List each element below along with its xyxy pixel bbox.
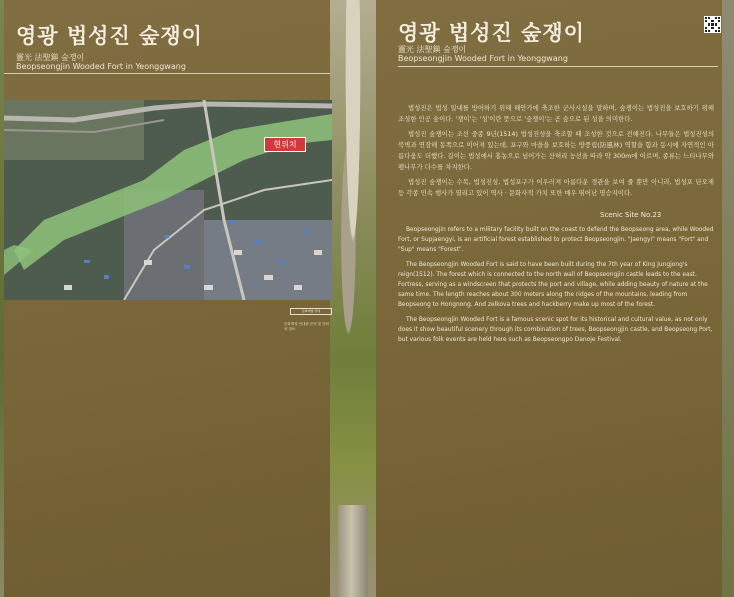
korean-paragraph: 법성진 숲쟁이는 수목, 법성진성, 법성포구가 어우러져 아름다운 경관을 보여 줄 뿐만 아니라, 법성포 단오제 등 각종 민속 행사가 열리고 있어 역사 · 문화사적 가치 또한 매우 뛰어난 명승지이다. <box>398 178 714 197</box>
agency-notice-text: 문화재청 안내판 문의 및 연락처 정보 <box>284 322 330 331</box>
scenic-site-number: Scenic Site No.23 <box>600 211 662 219</box>
korean-paragraph: 법성진 숲쟁이는 조선 중종 9년(1514) 법성진성을 축조할 때 조성한 것으로 전해진다. 나무들은 법성진성의 북벽과 연장해 동쪽으로 이어져 있는데, 포구와 마을을 보호하는 방풍림(防風林) 역할을 함과 동시에 자연적인 아름다움도 더했다. 길이는 법성에서 홍농으로 넘어가는 산허리 능선을 따라 약 300m에 이르며, 종류는 느티나무와 팽나무가 다수를 차지한다. <box>398 130 714 171</box>
stone-post <box>338 505 368 597</box>
location-map <box>4 100 332 300</box>
english-paragraph: The Beopseongjin Wooded Fort is said to have been built during the 7th year of King Jungjong's reign(1512). The forest which is connected to the north wall of Beopseongjin castle leads to the east. Fortress, serving as a windscreen that protects the port and village, while adding beauty of nature at the same time. The length reaches about 300 meters along the ridges of the mountains, leading from Beopseong to Hongnong. And zelkova trees and hackberry make up most of the forest. <box>398 262 708 308</box>
background-foliage-right <box>722 0 734 597</box>
agency-notice-label: 문화재청 안내 <box>290 308 332 315</box>
right-sign-subtitle-english: Beopseongjin Wooded Fort in Yeonggwang <box>398 54 568 63</box>
right-sign-title: 영광 법성진 숲쟁이 <box>398 21 585 45</box>
english-paragraph: The Beopseongjin Wooded Fort is a famous scenic spot for its historical and cultural value, as not only does it show beautiful scenery through its combination of trees, Beopseongjin castle, and Beopseong Port, but various folk events are held here such as Beopseongpo Danoje Festival. <box>398 317 713 343</box>
left-sign-subtitle-hanja: 靈光 法聖鎭 숲쟁이 <box>16 53 85 62</box>
english-description <box>398 226 714 352</box>
left-sign-title: 영광 법성진 숲쟁이 <box>16 24 203 48</box>
left-sign-subtitle-english: Beopseongjin Wooded Fort in Yeonggwang <box>16 62 186 71</box>
left-sign-divider <box>4 73 330 74</box>
current-location-marker: 현위치 <box>264 137 306 152</box>
right-sign-subtitle-hanja: 靈光 法聖鎭 숲쟁이 <box>398 45 467 54</box>
korean-description <box>398 103 714 203</box>
right-sign-divider <box>398 66 718 67</box>
left-sign-panel <box>4 0 330 597</box>
qr-code-icon[interactable] <box>704 16 721 33</box>
english-paragraph: Beopseongjin refers to a military facility built on the coast to defend the Beopseong area, while Wooded Fort, or Supjaengyi, is an artificial forest established to protect Beopseongjin. "Jaengyi" means "Fort" and "Sup" means "Forest". <box>398 227 714 253</box>
korean-paragraph: 법성진은 법성 일대를 방어하기 위해 해안가에 축조한 군사시설을 말하며, 숲쟁이는 법성진을 보호하기 위해 조성한 인공 숲이다. '쟁이'는 '성'이란 뜻으로 '숲쟁이'는 곧 숲으로 된 성을 의미한다. <box>398 104 714 123</box>
